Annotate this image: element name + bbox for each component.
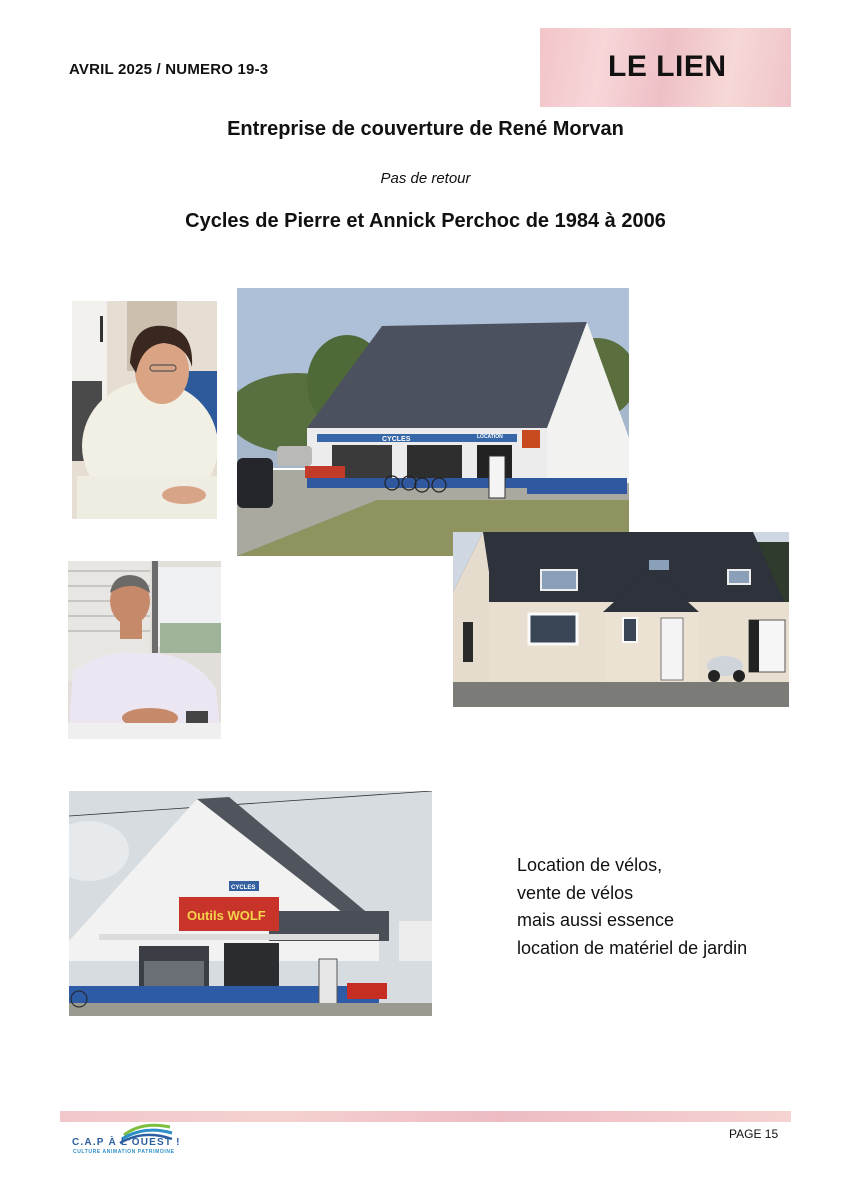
- logo-tagline: CULTURE ANIMATION PATRIMOINE: [73, 1149, 175, 1155]
- shop-sign-cycles: CYCLES: [382, 436, 411, 443]
- caption-line: Location de vélos,: [517, 855, 663, 875]
- brand-title: LE LIEN: [608, 50, 727, 83]
- association-logo: [72, 1121, 182, 1171]
- caption-services: [517, 852, 747, 962]
- issue-label: AVRIL 2025 / NUMERO 19-3: [69, 61, 269, 78]
- shop-sign-cycles-2: CYCLES: [231, 885, 256, 891]
- article-subtitle: Pas de retour: [380, 170, 471, 187]
- photo-house-today: [453, 532, 789, 707]
- brand-banner: [540, 28, 791, 107]
- shop-sign-location: LOCATION: [477, 434, 503, 440]
- logo-name: C.A.P À L'OUEST !: [72, 1137, 181, 1148]
- photo-cycle-shop-1984: [237, 288, 629, 556]
- photo-annick-portrait: [72, 301, 217, 519]
- photo-cycle-shop-wolf: [69, 791, 432, 1016]
- shop-sign-wolf: Outils WOLF: [187, 908, 266, 923]
- caption-line: location de matériel de jardin: [517, 937, 748, 958]
- article-title-cycles: Cycles de Pierre et Annick Perchoc de 1984 à 2006: [185, 210, 666, 232]
- article-title-roofing: Entreprise de couverture de René Morvan: [227, 118, 624, 140]
- caption-line: vente de vélos: [517, 882, 634, 903]
- page-number: PAGE 15: [729, 1127, 779, 1141]
- photo-pierre-portrait: [68, 561, 221, 739]
- caption-line: mais aussi essence: [517, 910, 675, 930]
